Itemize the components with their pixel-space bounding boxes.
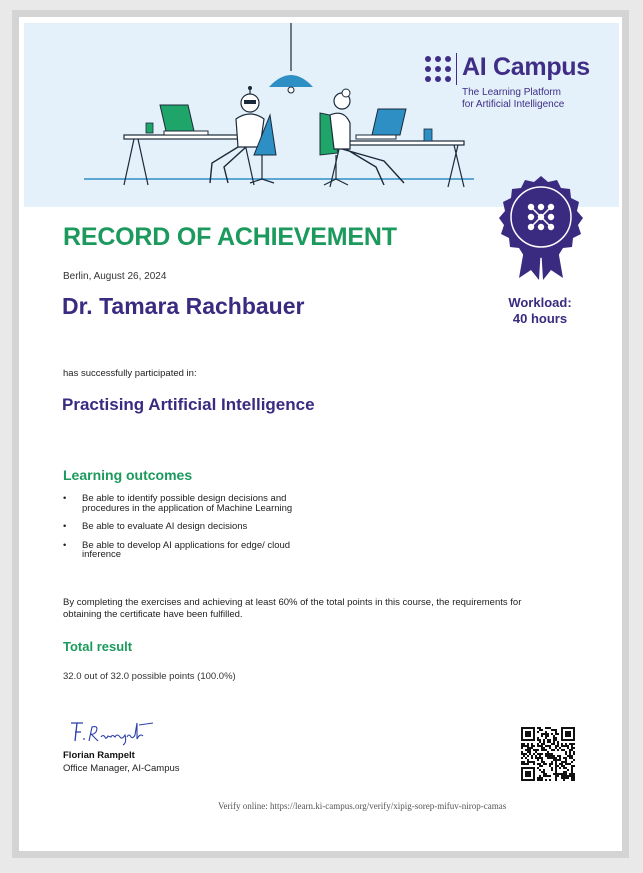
brand-name: AI Campus bbox=[462, 53, 590, 81]
brand-tagline-line-1: The Learning Platform bbox=[462, 87, 561, 98]
learning-outcome-item: • Be able to develop AI applications for edge/ cloud inference bbox=[63, 541, 323, 560]
qr-code-icon bbox=[519, 725, 577, 783]
illustration-people-at-desks bbox=[84, 23, 484, 207]
signatory-role: Office Manager, AI-Campus bbox=[63, 763, 180, 774]
badge-seal-icon bbox=[495, 174, 587, 280]
ai-campus-logo-icon bbox=[424, 55, 452, 83]
certificate-page bbox=[19, 17, 622, 851]
brand-separator bbox=[456, 53, 457, 85]
total-result-value: 32.0 out of 32.0 possible points (100.0%) bbox=[63, 671, 236, 682]
recipient-name: Dr. Tamara Rachbauer bbox=[62, 293, 305, 319]
brand-tagline-line-2: for Artificial Intelligence bbox=[462, 99, 565, 110]
workload bbox=[489, 295, 591, 327]
learning-outcome-item: • Be able to evaluate AI design decisions bbox=[63, 522, 323, 532]
total-result-heading: Total result bbox=[63, 639, 133, 654]
verify-link[interactable]: Verify online: https://learn.ki-campus.org/verify/xipig-sorep-mifuv-nirop-camas bbox=[218, 801, 507, 811]
workload-label: Workload: bbox=[508, 295, 572, 310]
participation-text: has successfully participated in: bbox=[63, 368, 197, 379]
workload-value: 40 hours bbox=[512, 311, 568, 326]
learning-outcome-item: • Be able to identify possible design decisions and procedures in the application of Machine Learning bbox=[63, 494, 323, 513]
brand-tagline bbox=[462, 87, 592, 111]
course-title: Practising Artificial Intelligence bbox=[62, 395, 315, 414]
certificate-title: RECORD OF ACHIEVEMENT bbox=[63, 223, 397, 251]
issue-date: Berlin, August 26, 2024 bbox=[63, 271, 167, 282]
learning-outcomes-heading: Learning outcomes bbox=[63, 467, 193, 483]
signatory-name: Florian Rampelt bbox=[63, 750, 135, 761]
learning-outcomes-list bbox=[63, 494, 323, 569]
signature-image bbox=[65, 717, 155, 747]
completion-statement: By completing the exercises and achieving at least 60% of the total points in this course, the requirements for obtaining the certificate have been fulfilled. bbox=[63, 597, 522, 620]
